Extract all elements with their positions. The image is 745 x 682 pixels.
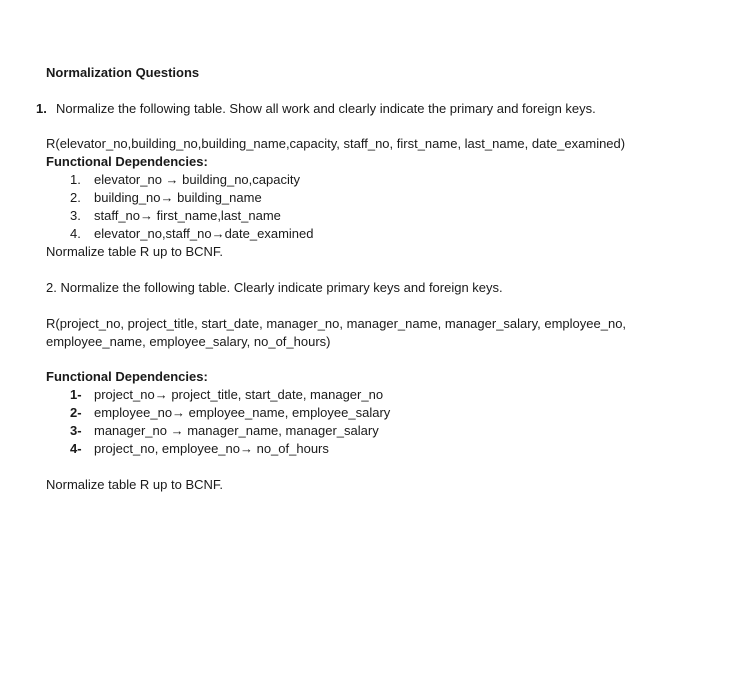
- question-1-relation: R(elevator_no,building_no,building_name,capacity, staff_no, first_name, last_name, date_examined): [46, 136, 626, 151]
- question-1-fd-heading: Functional Dependencies:: [46, 154, 208, 169]
- question-2-relation-line-1: R(project_no, project_title, start_date, manager_no, manager_name, manager_salary, employee_no,: [46, 316, 627, 331]
- question-2-instruction: Normalize table R up to BCNF.: [46, 477, 224, 492]
- question-2-fd-item: 3- manager_no → manager_name, manager_salary: [70, 423, 379, 438]
- question-1-fd-item: 4. elevator_no,staff_no→date_examined: [70, 226, 314, 241]
- question-1-fd-item: 2. building_no→ building_name: [70, 190, 262, 205]
- question-2-fd-item: 2- employee_no→ employee_name, employee_salary: [70, 405, 391, 420]
- question-1-fd-item: 3. staff_no→ first_name,last_name: [70, 208, 281, 223]
- question-1-prompt: [36, 100, 596, 118]
- question-2-prompt: 2. Normalize the following table. Clearly indicate primary keys and foreign keys.: [46, 280, 503, 295]
- question-2-fd-item: 1- project_no→ project_title, start_date, manager_no: [70, 387, 384, 402]
- question-1-fd-item: 1. elevator_no → building_no,capacity: [70, 172, 300, 187]
- question-1-instruction: Normalize table R up to BCNF.: [46, 244, 224, 259]
- page-title: Normalization Questions: [46, 65, 200, 80]
- question-2-fd-item: 4- project_no, employee_no→ no_of_hours: [70, 441, 329, 456]
- question-2-fd-heading: Functional Dependencies:: [46, 369, 208, 384]
- question-1-number: 1.: [36, 101, 47, 116]
- question-1-text: Normalize the following table. Show all work and clearly indicate the primary and foreign keys.: [56, 101, 596, 116]
- question-2-relation-line-2: employee_name, employee_salary, no_of_hours): [46, 334, 331, 349]
